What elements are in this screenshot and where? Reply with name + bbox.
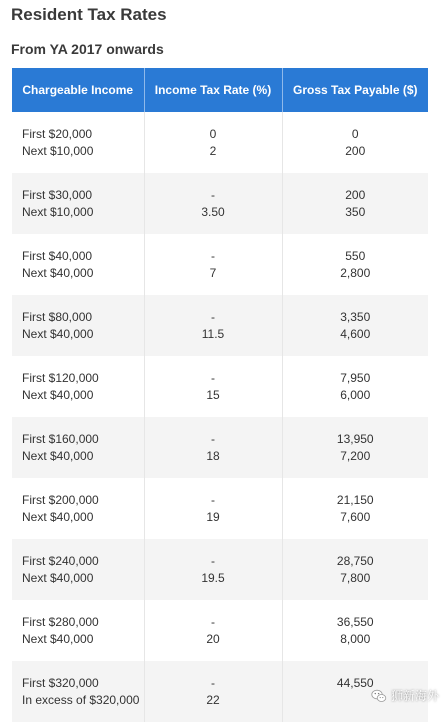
table-row xyxy=(12,112,428,173)
cell-income-tax-rate-line: 15 xyxy=(206,387,220,402)
table-row xyxy=(12,173,428,234)
cell-gross-tax-payable-line: 7,800 xyxy=(340,570,371,585)
cell-income-tax-rate-line: 20 xyxy=(206,631,220,646)
cell-gross-tax-payable-line: 200 xyxy=(345,187,366,202)
cell-income-tax-rate-line: - xyxy=(211,309,215,324)
cell-gross-tax-payable-line: 13,950 xyxy=(336,431,374,446)
cell-gross-tax-payable-line: 200 xyxy=(345,143,366,158)
cell-chargeable-income-line: Next $10,000 xyxy=(22,143,94,158)
header-chargeable-income: Chargeable Income xyxy=(12,68,144,112)
cell-gross-tax-payable xyxy=(282,356,428,417)
cell-chargeable-income-line: First $40,000 xyxy=(22,248,93,263)
cell-gross-tax-payable-line: 4,600 xyxy=(340,326,371,341)
cell-income-tax-rate-line: 7 xyxy=(209,265,217,280)
cell-chargeable-income-line: First $30,000 xyxy=(22,187,93,202)
cell-chargeable-income-line: First $160,000 xyxy=(22,431,99,446)
watermark xyxy=(371,687,439,704)
cell-chargeable-income-line: Next $40,000 xyxy=(22,631,94,646)
cell-income-tax-rate xyxy=(144,234,282,295)
cell-income-tax-rate-line: 18 xyxy=(206,448,220,463)
table-row xyxy=(12,478,428,539)
cell-chargeable-income xyxy=(12,539,144,600)
cell-chargeable-income xyxy=(12,295,144,356)
cell-income-tax-rate-line: 22 xyxy=(206,692,220,707)
cell-chargeable-income-line: In excess of $320,000 xyxy=(22,692,140,707)
cell-income-tax-rate-line: 19.5 xyxy=(201,570,225,585)
cell-chargeable-income xyxy=(12,417,144,478)
header-income-tax-rate: Income Tax Rate (%) xyxy=(144,68,282,112)
cell-gross-tax-payable-line: 2,800 xyxy=(340,265,371,280)
table-row xyxy=(12,234,428,295)
cell-gross-tax-payable-line: 7,600 xyxy=(340,509,371,524)
watermark-text: 狮新海外 xyxy=(390,689,439,703)
cell-chargeable-income xyxy=(12,234,144,295)
cell-gross-tax-payable-line: 7,200 xyxy=(340,448,371,463)
cell-gross-tax-payable-line: 6,000 xyxy=(340,387,371,402)
cell-gross-tax-payable xyxy=(282,539,428,600)
cell-chargeable-income-line: First $240,000 xyxy=(22,553,99,568)
table-row xyxy=(12,417,428,478)
cell-chargeable-income xyxy=(12,661,144,722)
cell-income-tax-rate xyxy=(144,600,282,661)
cell-chargeable-income-line: First $280,000 xyxy=(22,614,99,629)
cell-gross-tax-payable-line: 36,550 xyxy=(336,614,374,629)
cell-income-tax-rate-line: - xyxy=(211,614,215,629)
cell-income-tax-rate-line: 11.5 xyxy=(201,326,225,341)
cell-chargeable-income-line: Next $40,000 xyxy=(22,326,94,341)
table-row xyxy=(12,356,428,417)
tax-rates-table xyxy=(12,68,428,722)
cell-chargeable-income-line: Next $10,000 xyxy=(22,204,94,219)
cell-chargeable-income xyxy=(12,478,144,539)
cell-chargeable-income-line: First $200,000 xyxy=(22,492,99,507)
cell-income-tax-rate-line: - xyxy=(211,248,215,263)
header-gross-tax-payable: Gross Tax Payable ($) xyxy=(282,68,428,112)
cell-gross-tax-payable xyxy=(282,234,428,295)
cell-income-tax-rate-line: - xyxy=(211,370,215,385)
cell-income-tax-rate xyxy=(144,539,282,600)
cell-gross-tax-payable xyxy=(282,600,428,661)
cell-chargeable-income-line: Next $40,000 xyxy=(22,265,94,280)
cell-income-tax-rate-line: 0 xyxy=(209,126,217,141)
page-title: Resident Tax Rates xyxy=(11,5,167,24)
cell-chargeable-income-line: First $120,000 xyxy=(22,370,99,385)
cell-gross-tax-payable xyxy=(282,295,428,356)
cell-chargeable-income-line: Next $40,000 xyxy=(22,509,94,524)
cell-gross-tax-payable-line: 0 xyxy=(351,126,359,141)
cell-gross-tax-payable xyxy=(282,478,428,539)
table-row xyxy=(12,539,428,600)
cell-chargeable-income xyxy=(12,112,144,173)
cell-income-tax-rate xyxy=(144,173,282,234)
cell-gross-tax-payable-line: 3,350 xyxy=(340,309,371,324)
cell-chargeable-income xyxy=(12,173,144,234)
cell-income-tax-rate-line: 2 xyxy=(209,143,217,158)
cell-gross-tax-payable-line: 28,750 xyxy=(336,553,374,568)
cell-gross-tax-payable xyxy=(282,173,428,234)
section-subtitle: From YA 2017 onwards xyxy=(11,41,164,57)
cell-income-tax-rate-line: - xyxy=(211,431,215,446)
cell-chargeable-income-line: First $320,000 xyxy=(22,675,99,690)
cell-chargeable-income-line: First $20,000 xyxy=(22,126,93,141)
cell-gross-tax-payable-line: 44,550 xyxy=(336,675,374,690)
cell-gross-tax-payable-line: 550 xyxy=(345,248,366,263)
table-header-row xyxy=(12,68,428,112)
cell-chargeable-income-line: First $80,000 xyxy=(22,309,93,324)
cell-chargeable-income xyxy=(12,600,144,661)
cell-chargeable-income-line: Next $40,000 xyxy=(22,570,94,585)
table-row xyxy=(12,600,428,661)
table-row xyxy=(12,295,428,356)
cell-income-tax-rate-line: 3.50 xyxy=(201,204,225,219)
cell-income-tax-rate xyxy=(144,478,282,539)
cell-gross-tax-payable xyxy=(282,417,428,478)
table-row xyxy=(12,661,428,722)
cell-chargeable-income-line: Next $40,000 xyxy=(22,387,94,402)
cell-income-tax-rate xyxy=(144,417,282,478)
cell-income-tax-rate-line: 19 xyxy=(206,509,220,524)
cell-gross-tax-payable xyxy=(282,112,428,173)
cell-income-tax-rate-line: - xyxy=(211,553,215,568)
cell-chargeable-income-line: Next $40,000 xyxy=(22,448,94,463)
cell-gross-tax-payable-line: 7,950 xyxy=(340,370,371,385)
cell-income-tax-rate xyxy=(144,112,282,173)
cell-income-tax-rate xyxy=(144,356,282,417)
cell-income-tax-rate-line: - xyxy=(211,675,215,690)
wechat-icon xyxy=(371,688,387,704)
cell-gross-tax-payable-line: 21,150 xyxy=(336,492,374,507)
cell-gross-tax-payable-line: 8,000 xyxy=(340,631,371,646)
cell-chargeable-income xyxy=(12,356,144,417)
cell-gross-tax-payable-line: 350 xyxy=(345,204,366,219)
cell-income-tax-rate xyxy=(144,661,282,722)
cell-income-tax-rate-line: - xyxy=(211,492,215,507)
cell-income-tax-rate-line: - xyxy=(211,187,215,202)
cell-income-tax-rate xyxy=(144,295,282,356)
